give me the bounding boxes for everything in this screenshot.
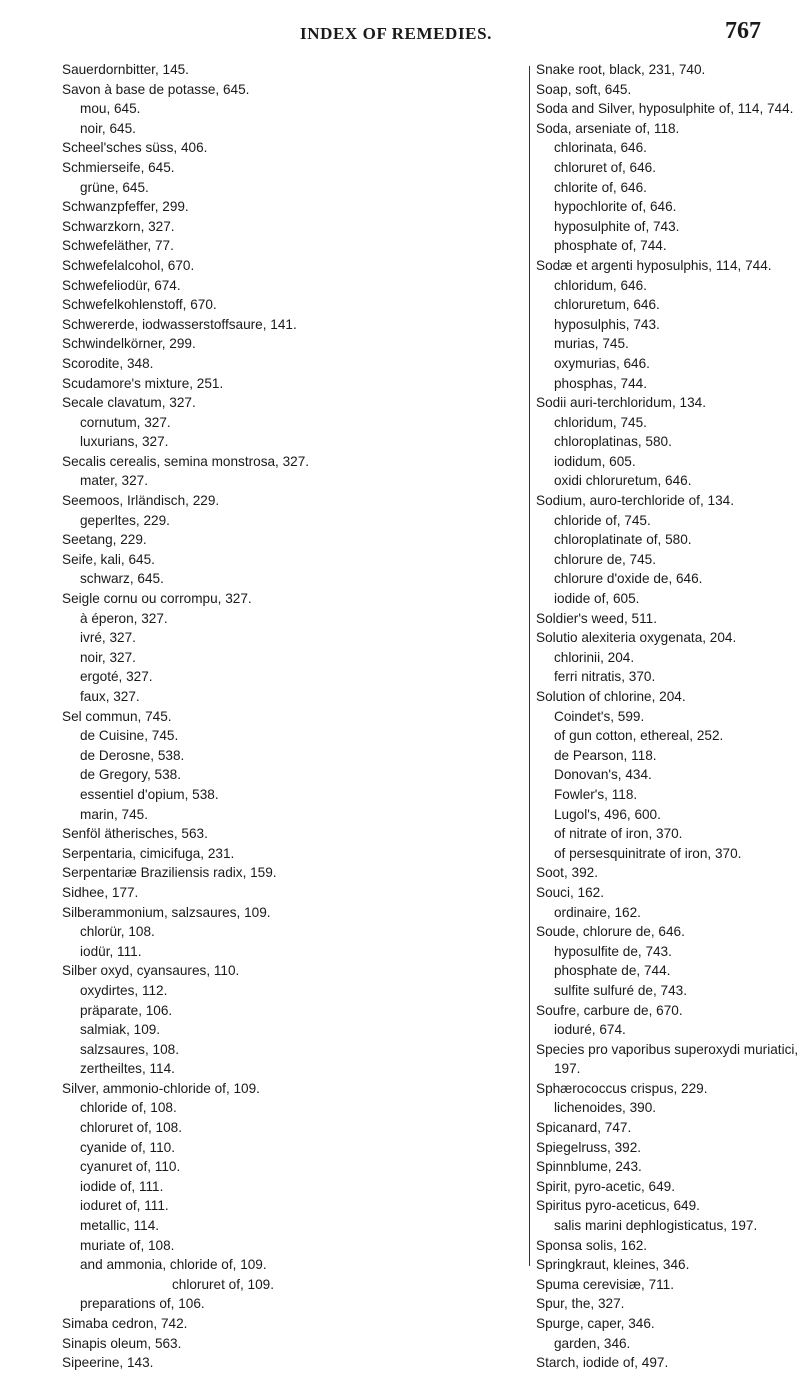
index-subentry: chloridum, 646. — [554, 277, 647, 293]
index-entry: Sel commun, 745. — [62, 708, 172, 724]
index-entry: Sponsa solis, 162. — [536, 1237, 648, 1253]
index-subentry: phosphate de, 744. — [554, 963, 671, 979]
page-number: 767 — [725, 18, 761, 44]
index-entry: Schmierseife, 645. — [62, 159, 175, 175]
index-entry: Souci, 162. — [536, 884, 605, 900]
index-entry: Species pro vaporibus superoxydi muriatici, — [536, 1041, 799, 1057]
index-subentry: Donovan's, 434. — [554, 767, 652, 783]
index-subentry: of gun cotton, ethereal, 252. — [554, 728, 724, 744]
index-entry: Serpentariæ Braziliensis radix, 159. — [62, 865, 277, 881]
index-column-right — [536, 60, 799, 1373]
index-subentry: chlorure d'oxide de, 646. — [554, 571, 703, 587]
index-subentry: iodide of, 111. — [80, 1178, 164, 1194]
index-subentry: de Gregory, 538. — [80, 767, 182, 783]
index-entry: Soda, arseniate of, 118. — [536, 120, 680, 136]
index-subentry: de Derosne, 538. — [80, 747, 185, 763]
index-entry: Spirit, pyro-acetic, 649. — [536, 1178, 676, 1194]
index-subentry: cyanuret of, 110. — [80, 1159, 181, 1175]
index-entry: Schwefeläther, 77. — [62, 238, 174, 254]
index-entry: Spuma cerevisiæ, 711. — [536, 1276, 675, 1292]
index-subentry: preparations of, 106. — [80, 1296, 205, 1312]
index-subentry: luxurians, 327. — [80, 434, 169, 450]
index-entry: Spiritus pyro-aceticus, 649. — [536, 1198, 700, 1214]
index-subentry: chlorinii, 204. — [554, 649, 635, 665]
index-entry: Soap, soft, 645. — [536, 81, 632, 97]
index-entry: Sidhee, 177. — [62, 884, 139, 900]
index-subentry: chlorite of, 646. — [554, 179, 647, 195]
index-subentry: chloroplatinas, 580. — [554, 434, 672, 450]
index-subentry: mater, 327. — [80, 473, 149, 489]
running-title: INDEX OF REMEDIES. — [300, 24, 492, 43]
index-subentry: ioduré, 674. — [554, 1022, 626, 1038]
index-entry: Sphærococcus crispus, 229. — [536, 1080, 708, 1096]
index-subentry: phosphas, 744. — [554, 375, 647, 391]
index-entry: Seife, kali, 645. — [62, 551, 155, 567]
column-divider — [529, 66, 530, 1266]
index-subentry: chloruret of, 109. — [172, 1276, 275, 1292]
index-entry: Spicanard, 747. — [536, 1120, 632, 1136]
index-subentry: ioduret of, 111. — [80, 1198, 169, 1214]
index-entry: Soldier's weed, 511. — [536, 610, 657, 626]
page-header — [0, 18, 800, 58]
index-entry: Sodii auri-terchloridum, 134. — [536, 395, 707, 411]
index-subentry: sulfite sulfuré de, 743. — [554, 982, 687, 998]
index-subentry: zertheiltes, 114. — [80, 1061, 175, 1077]
index-entry: Sauerdornbitter, 145. — [62, 62, 189, 77]
index-subentry: grüne, 645. — [80, 179, 149, 195]
index-entry: Scheel'sches süss, 406. — [62, 140, 208, 156]
index-subentry: chloruret of, 108. — [80, 1120, 183, 1136]
index-subentry: salis marini dephlogisticatus, 197. — [554, 1218, 758, 1234]
index-subentry: salmiak, 109. — [80, 1022, 161, 1038]
index-subentry: chloruretum, 646. — [554, 297, 660, 313]
index-subentry: schwarz, 645. — [80, 571, 164, 587]
index-entry: Silver, ammonio-chloride of, 109. — [62, 1080, 260, 1096]
index-entry: Scorodite, 348. — [62, 355, 154, 371]
index-subentry: hyposulfite de, 743. — [554, 943, 672, 959]
index-subentry: marin, 745. — [80, 806, 149, 822]
index-entry: Spinnblume, 243. — [536, 1159, 642, 1175]
index-entry: Schwarzkorn, 327. — [62, 218, 175, 234]
index-subentry: chlorure de, 745. — [554, 551, 657, 567]
index-subentry: ergoté, 327. — [80, 669, 153, 685]
index-subentry: metallic, 114. — [80, 1218, 160, 1234]
index-entry: Schwererde, iodwasserstoffsaure, 141. — [62, 316, 297, 332]
index-subentry: cornutum, 327. — [80, 414, 171, 430]
index-subentry: chlorür, 108. — [80, 924, 155, 940]
index-subentry: cyanide of, 110. — [80, 1139, 175, 1155]
index-subentry: noir, 645. — [80, 120, 136, 136]
index-entry: Sinapis oleum, 563. — [62, 1335, 182, 1351]
index-subentry: ordinaire, 162. — [554, 904, 641, 920]
index-entry: Seemoos, Irländisch, 229. — [62, 493, 220, 509]
index-entry: Savon à base de potasse, 645. — [62, 81, 250, 97]
index-subentry: of persesquinitrate of iron, 370. — [554, 845, 742, 861]
index-entry: Solution of chlorine, 204. — [536, 689, 686, 704]
index-entry: Schwanzpfeffer, 299. — [62, 199, 189, 215]
index-entry: Seetang, 229. — [62, 532, 147, 548]
index-column-left — [62, 60, 462, 1373]
index-entry: Silber oxyd, cyansaures, 110. — [62, 963, 240, 979]
index-entry: Snake root, black, 231, 740. — [536, 62, 706, 77]
index-subentry: ivré, 327. — [80, 630, 136, 646]
index-entry: Simaba cedron, 742. — [62, 1316, 188, 1331]
index-entry: Sipeerine, 143. — [62, 1355, 154, 1371]
index-entry: Spiegelruss, 392. — [536, 1139, 642, 1155]
index-subentry: mou, 645. — [80, 101, 141, 117]
index-entry: Sodium, auro-terchloride of, 134. — [536, 493, 734, 509]
index-subentry: ferri nitratis, 370. — [554, 669, 656, 685]
index-subentry: hyposulphite of, 743. — [554, 218, 680, 234]
index-subentry: iodide of, 605. — [554, 591, 640, 607]
index-subentry: oxydirtes, 112. — [80, 982, 168, 998]
index-entry: Schwefeliodür, 674. — [62, 277, 181, 293]
index-entry: Scudamore's mixture, 251. — [62, 375, 224, 391]
index-subentry: präparate, 106. — [80, 1002, 173, 1018]
index-subentry: noir, 327. — [80, 649, 136, 665]
index-subentry: murias, 745. — [554, 336, 629, 352]
index-subentry: Fowler's, 118. — [554, 786, 638, 802]
index-entry: Secalis cerealis, semina monstrosa, 327. — [62, 453, 310, 469]
index-entry: Solutio alexiteria oxygenata, 204. — [536, 630, 737, 646]
index-entry: Spurge, caper, 346. — [536, 1316, 655, 1331]
index-subentry: hypochlorite of, 646. — [554, 199, 677, 215]
index-entry: Schwefelkohlenstoff, 670. — [62, 297, 217, 313]
index-subentry: chlorinata, 646. — [554, 140, 647, 156]
index-subentry: hyposulphis, 743. — [554, 316, 660, 332]
index-subentry: à éperon, 327. — [80, 610, 168, 626]
index-entry: Senföl ätherisches, 563. — [62, 826, 208, 842]
index-entry: Schwefelalcohol, 670. — [62, 257, 195, 273]
index-entry: Springkraut, kleines, 346. — [536, 1257, 690, 1273]
index-entry: Serpentaria, cimicifuga, 231. — [62, 845, 235, 861]
index-entry: Silberammonium, salzsaures, 109. — [62, 904, 271, 920]
index-subentry: lichenoides, 390. — [554, 1100, 657, 1116]
index-entry: Soufre, carbure de, 670. — [536, 1002, 683, 1018]
index-entry: Starch, iodide of, 497. — [536, 1355, 669, 1371]
index-subentry: chloridum, 745. — [554, 414, 647, 430]
index-subentry: muriate of, 108. — [80, 1237, 175, 1253]
index-subentry: garden, 346. — [554, 1335, 631, 1351]
index-entry: Schwindelkörner, 299. — [62, 336, 196, 352]
index-subentry: oxidi chloruretum, 646. — [554, 473, 692, 489]
index-subentry: phosphate of, 744. — [554, 238, 667, 254]
index-entry: Spur, the, 327. — [536, 1296, 625, 1312]
index-subentry: iodür, 111. — [80, 943, 142, 959]
index-entry: Soda and Silver, hyposulphite of, 114, 744. — [536, 101, 794, 117]
index-subentry: Lugol's, 496, 600. — [554, 806, 661, 822]
index-subentry: chloruret of, 646. — [554, 159, 657, 175]
index-subentry: salzsaures, 108. — [80, 1041, 179, 1057]
index-subentry: de Cuisine, 745. — [80, 728, 179, 744]
index-subentry: faux, 327. — [80, 689, 140, 704]
index-entry: Sodæ et argenti hyposulphis, 114, 744. — [536, 257, 772, 273]
index-entry: Soude, chlorure de, 646. — [536, 924, 685, 940]
index-subentry: and ammonia, chloride of, 109. — [80, 1257, 267, 1273]
index-subentry: oxymurias, 646. — [554, 355, 650, 371]
index-subentry: 197. — [554, 1061, 581, 1077]
index-subentry: Coindet's, 599. — [554, 708, 645, 724]
index-subentry: of nitrate of iron, 370. — [554, 826, 683, 842]
index-entry: Soot, 392. — [536, 865, 598, 881]
index-subentry: geperltes, 229. — [80, 512, 170, 528]
index-entry: Secale clavatum, 327. — [62, 395, 196, 411]
index-subentry: essentiel d'opium, 538. — [80, 786, 219, 802]
index-subentry: de Pearson, 118. — [554, 747, 657, 763]
index-subentry: chloroplatinate of, 580. — [554, 532, 692, 548]
index-subentry: chloride of, 745. — [554, 512, 651, 528]
index-subentry: iodidum, 605. — [554, 453, 636, 469]
index-entry: Seigle cornu ou corrompu, 327. — [62, 591, 252, 607]
index-subentry: chloride of, 108. — [80, 1100, 177, 1116]
